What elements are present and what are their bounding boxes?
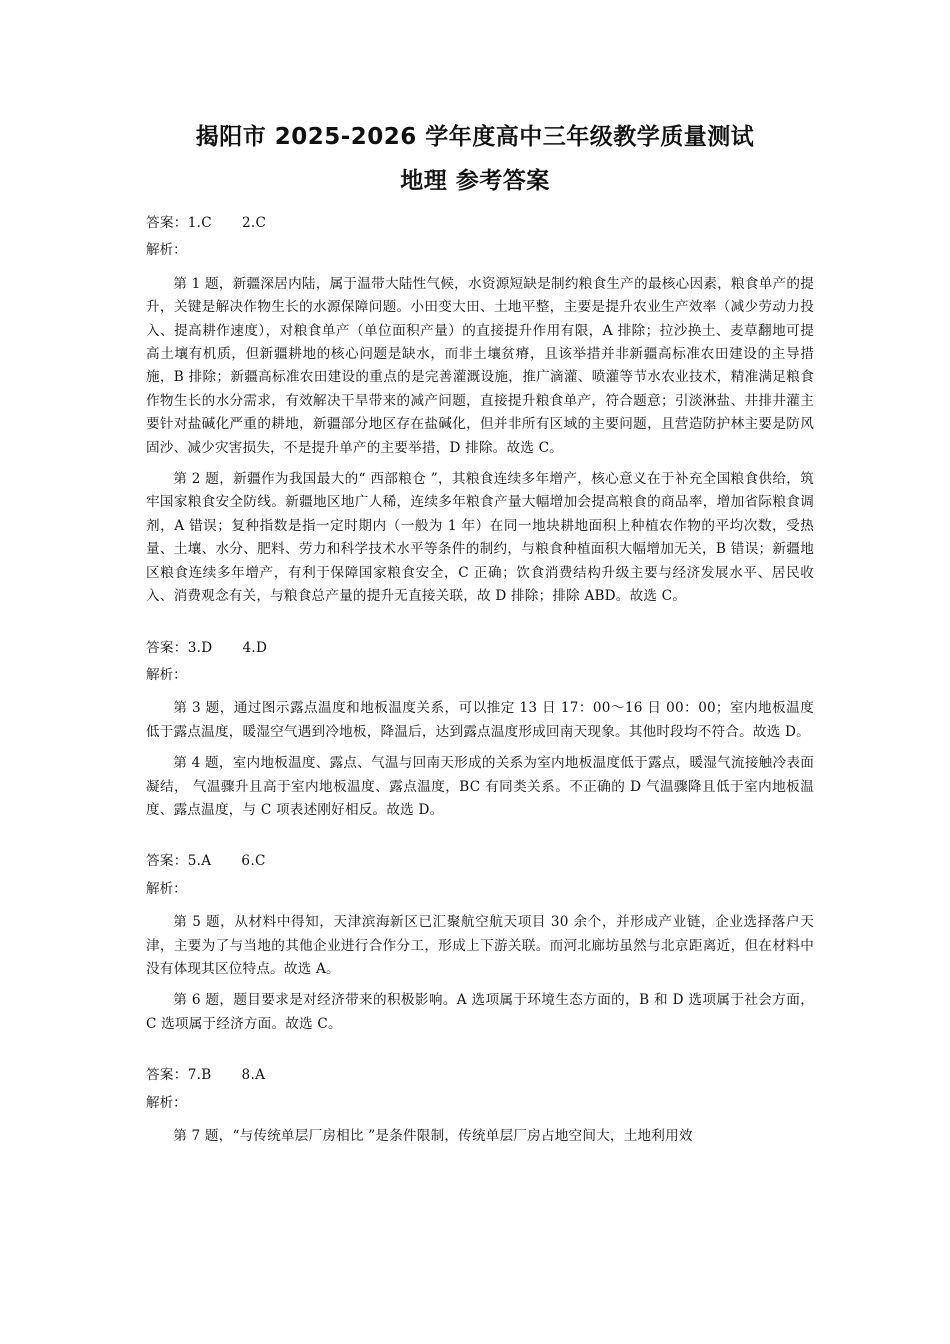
answer-section-2 [146,637,814,823]
answer-section-3 [146,850,814,1036]
page-title: 揭阳市 2025-2026 学年度高中三年级教学质量测试 [195,124,755,150]
answer-section-4 [146,1064,814,1148]
analysis-paragraph: 第 2 题，新疆作为我国最大的“ 西部粮仓 ”，其粮食连续多年增产，核心意义在于补充全国粮食供给，筑牢国家粮食安全防线。新疆地区地广人稀，连续多年粮食产量大幅增加会提高粮食的商品率，增加省际粮食调剂，A 错误；复种指数是指一定时期内（一般为 1 年）在同一地块耕地面积上种植农作物的平均次数，受热量、土壤、水分、肥料、劳力和科学技术水平等条件的制约，与粮食种植面积大幅增加无关，B 错误；新疆地区粮食连续多年增产，有利于保障国家粮食安全，C 正确；饮食消费结构升级主要与经济发展水平、居民收入、消费观念有关，与粮食总产量的提升无直接关联，故 D 排除；排除 ABD。故选 C。 [146,471,814,605]
page-subtitle: 地理 参考答案 [400,168,550,194]
analysis-paragraph: 第 1 题，新疆深居内陆，属于温带大陆性气候，水资源短缺是制约粮食生产的最核心因素，粮食单产的提升，关键是解决作物生长的水源保障问题。小田变大田、土地平整，主要是提升农业生产效率（减少劳动力投入、提高耕作速度），对粮食单产（单位面积产量）的直接提升作用有限，A 排除；拉沙换土、麦草翻地可提高土壤有机质，但新疆耕地的核心问题是缺水，而非土壤贫瘠，且该举措并非新疆高标准农田建设的主导措施，B 排除；新疆高标准农田建设的重点的是完善灌溉设施，推广滴灌、喷灌等节水农业技术，精准满足粮食作物生长的水分需求，有效解决干旱带来的减产问题，直接提升粮食单产，符合题意；引淡淋盐、井排井灌主要针对盐碱化严重的耕地，新疆部分地区存在盐碱化，但并非所有区域的主要问题，且营造防护林主要是防风固沙、减少灾害损失，不是提升单产的主要举措，D 排除。故选 C。 [146,275,814,456]
answer-item: 7.B [187,1067,212,1084]
analysis-paragraph: 第 7 题，“与传统单层厂房相比 ”是条件限制，传统单层厂房占地空间大，土地利用效 [173,1128,693,1144]
analysis-label: 解析： [146,1094,187,1111]
analysis-paragraph: 第 5 题，从材料中得知，天津滨海新区已汇聚航空航天项目 30 余个，并形成产业链，企业选择落户天津，主要为了与当地的其他企业进行合作分工，形成上下游关联。而河北廊坊虽然与北京距离近，但在材料中没有体现其区位特点。故选 A。 [146,914,814,977]
analysis-paragraph: 第 6 题，题目要求是对经济带来的积极影响。A 选项属于环境生态方面的，B 和 D 选项属于社会方面，C 选项属于经济方面。故选 C。 [146,992,814,1032]
answer-item: 6.C [241,853,266,870]
analysis-paragraph: 第 3 题，通过图示露点温度和地板温度关系，可以推定 13 日 17：00～16 日 00：00；室内地板温度低于露点温度，暖湿空气遇到冷地板，降温后，达到露点温度形成回南天现象。其他时段均不符合。故选 D。 [146,700,814,740]
analysis-paragraph: 第 4 题，室内地板温度、露点、气温与回南天形成的关系为室内地板温度低于露点，暖湿气流接触冷表面凝结， 气温骤升且高于室内地板温度、露点温度，BC 有同类关系。不正确的 D 气温骤降且低于室内地板温度、露点温度，与 C 项表述刚好相反。故选 D。 [146,755,814,818]
analysis-label: 解析： [146,666,187,683]
answer-body [146,212,814,1156]
answer-item: 4.D [242,639,268,656]
answer-item: 8.A [241,1067,266,1084]
answer-item: 3.D [187,639,213,656]
answer-line: 答案：7.B 8.A [146,1067,266,1084]
analysis-label: 解析： [146,242,187,259]
answer-item: 2.C [241,215,267,231]
answer-item: 1.C [187,215,212,231]
answer-section-1 [146,212,814,609]
answer-item: 5.A [187,853,212,870]
answer-line: 答案：1.C 2.C [146,215,267,231]
analysis-label: 解析： [146,880,187,897]
answer-line: 答案：3.D 4.D [146,639,268,656]
answer-line: 答案：5.A 6.C [146,853,266,870]
